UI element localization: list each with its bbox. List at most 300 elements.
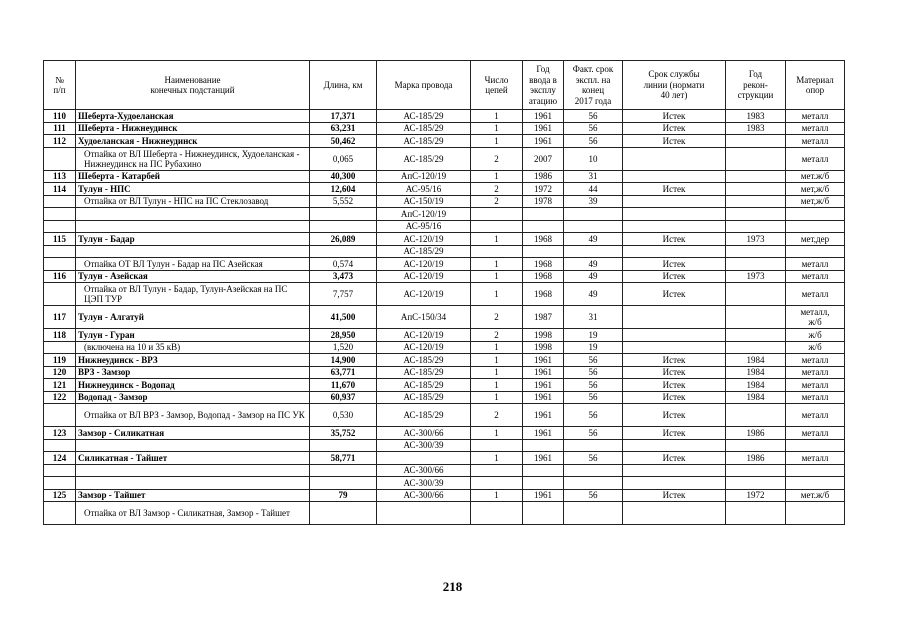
reconstruction-year-cell (726, 477, 786, 490)
reconstruction-year-cell: 1986 (726, 427, 786, 440)
actual-age-cell: 31 (564, 170, 623, 183)
circuits-cell: 1 (471, 354, 523, 367)
line-name-cell (76, 439, 310, 452)
length-cell: 58,771 (310, 452, 377, 465)
material-cell: металл (786, 122, 845, 135)
length-cell: 0,574 (310, 258, 377, 271)
row-num-cell: 117 (44, 306, 76, 329)
line-name-cell: Худоеланская - Нижнеудинск (76, 135, 310, 148)
circuits-cell: 2 (471, 306, 523, 329)
reconstruction-year-cell (726, 208, 786, 221)
year-cell: 1961 (523, 427, 564, 440)
wire-brand-cell: АС-300/39 (377, 439, 471, 452)
reconstruction-year-cell (726, 329, 786, 342)
row-num-cell: 118 (44, 329, 76, 342)
table-row (44, 233, 845, 246)
reconstruction-year-cell (726, 220, 786, 233)
material-cell (786, 502, 845, 525)
reconstruction-year-cell: 1984 (726, 391, 786, 404)
table-row (44, 329, 845, 342)
year-cell: 1968 (523, 270, 564, 283)
service-life-cell (623, 220, 726, 233)
service-life-cell (623, 208, 726, 221)
circuits-cell: 2 (471, 404, 523, 427)
header-circuits: Число цепей (471, 61, 523, 110)
material-cell: металл (786, 283, 845, 306)
line-name-cell: Замзор - Силикатная (76, 427, 310, 440)
year-cell (523, 220, 564, 233)
year-cell: 1986 (523, 170, 564, 183)
length-cell: 26,089 (310, 233, 377, 246)
line-name-cell: Тулун - Гуран (76, 329, 310, 342)
material-cell: металл (786, 452, 845, 465)
row-num-cell: 125 (44, 489, 76, 502)
year-cell (523, 464, 564, 477)
table-row (44, 110, 845, 123)
length-cell: 0,530 (310, 404, 377, 427)
header-year: Год ввода в эксплу атацию (523, 61, 564, 110)
material-cell: металл (786, 427, 845, 440)
circuits-cell (471, 245, 523, 258)
reconstruction-year-cell: 1984 (726, 379, 786, 392)
length-cell: 35,752 (310, 427, 377, 440)
length-cell: 79 (310, 489, 377, 502)
length-cell: 7,757 (310, 283, 377, 306)
line-name-cell: Шеберта - Катарбей (76, 170, 310, 183)
reconstruction-year-cell (726, 502, 786, 525)
material-cell: мет,ж/б (786, 183, 845, 196)
row-num-cell (44, 208, 76, 221)
circuits-cell: 1 (471, 379, 523, 392)
circuits-cell: 1 (471, 270, 523, 283)
year-cell: 1961 (523, 366, 564, 379)
reconstruction-year-cell (726, 245, 786, 258)
row-num-cell (44, 502, 76, 525)
reconstruction-year-cell: 1986 (726, 452, 786, 465)
table-row (44, 306, 845, 329)
row-num-cell (44, 283, 76, 306)
year-cell: 1978 (523, 195, 564, 208)
actual-age-cell: 49 (564, 233, 623, 246)
material-cell: металл (786, 147, 845, 170)
line-name-cell: Водопад - Замзор (76, 391, 310, 404)
line-name-cell (76, 208, 310, 221)
header-recon: Год рекон- струкции (726, 61, 786, 110)
line-name-cell: Силикатная - Тайшет (76, 452, 310, 465)
circuits-cell: 2 (471, 195, 523, 208)
table-row (44, 220, 845, 233)
circuits-cell (471, 464, 523, 477)
actual-age-cell (564, 439, 623, 452)
header-material: Материал опор (786, 61, 845, 110)
actual-age-cell: 56 (564, 122, 623, 135)
length-cell: 17,371 (310, 110, 377, 123)
material-cell: металл (786, 391, 845, 404)
actual-age-cell: 56 (564, 135, 623, 148)
actual-age-cell (564, 477, 623, 490)
line-name-cell (76, 220, 310, 233)
circuits-cell: 2 (471, 183, 523, 196)
actual-age-cell: 19 (564, 329, 623, 342)
line-name-cell: Отпайка от ВЛ Тулун - НПС на ПС Стеклозавод (76, 195, 310, 208)
reconstruction-year-cell (726, 341, 786, 354)
row-num-cell: 115 (44, 233, 76, 246)
line-name-cell (76, 245, 310, 258)
year-cell: 1998 (523, 329, 564, 342)
table-row (44, 477, 845, 490)
length-cell: 5,552 (310, 195, 377, 208)
circuits-cell: 1 (471, 110, 523, 123)
circuits-cell: 1 (471, 489, 523, 502)
header-row (44, 61, 845, 110)
reconstruction-year-cell: 1983 (726, 110, 786, 123)
service-life-cell: Истек (623, 354, 726, 367)
wire-brand-cell: АпС-120/19 (377, 170, 471, 183)
material-cell (786, 477, 845, 490)
actual-age-cell: 10 (564, 147, 623, 170)
wire-brand-cell: АпС-150/34 (377, 306, 471, 329)
material-cell: металл (786, 404, 845, 427)
circuits-cell (471, 220, 523, 233)
actual-age-cell: 56 (564, 489, 623, 502)
row-num-cell (44, 195, 76, 208)
length-cell: 40,300 (310, 170, 377, 183)
table-row (44, 391, 845, 404)
circuits-cell (471, 439, 523, 452)
service-life-cell (623, 306, 726, 329)
actual-age-cell: 49 (564, 270, 623, 283)
table-row (44, 439, 845, 452)
year-cell (523, 439, 564, 452)
length-cell (310, 502, 377, 525)
length-cell: 3,473 (310, 270, 377, 283)
material-cell (786, 439, 845, 452)
service-life-cell: Истек (623, 233, 726, 246)
year-cell (523, 502, 564, 525)
header-service: Срок службы линии (нормати 40 лет) (623, 61, 726, 110)
header-actual: Факт. срок экспл. на конец 2017 года (564, 61, 623, 110)
table-row (44, 208, 845, 221)
table-row (44, 195, 845, 208)
circuits-cell: 1 (471, 452, 523, 465)
row-num-cell: 114 (44, 183, 76, 196)
circuits-cell: 1 (471, 341, 523, 354)
circuits-cell: 2 (471, 329, 523, 342)
year-cell (523, 477, 564, 490)
service-life-cell: Истек (623, 283, 726, 306)
material-cell: металл (786, 366, 845, 379)
line-name-cell: Тулун - Алгатуй (76, 306, 310, 329)
row-num-cell: 111 (44, 122, 76, 135)
material-cell: металл (786, 354, 845, 367)
table-row (44, 404, 845, 427)
material-cell: мет,дер (786, 233, 845, 246)
year-cell (523, 245, 564, 258)
year-cell: 1961 (523, 404, 564, 427)
table-row (44, 183, 845, 196)
length-cell: 1,520 (310, 341, 377, 354)
page-number: 218 (442, 579, 463, 594)
line-name-cell: Тулун - Азейская (76, 270, 310, 283)
row-num-cell (44, 464, 76, 477)
material-cell: металл (786, 110, 845, 123)
length-cell: 12,604 (310, 183, 377, 196)
reconstruction-year-cell: 1973 (726, 233, 786, 246)
year-cell: 1968 (523, 258, 564, 271)
actual-age-cell (564, 208, 623, 221)
material-cell (786, 245, 845, 258)
service-life-cell: Истек (623, 135, 726, 148)
year-cell: 1961 (523, 110, 564, 123)
year-cell: 1972 (523, 183, 564, 196)
line-name-cell: Отпайка от ВЛ Замзор - Силикатная, Замзор - Тайшет (76, 502, 310, 525)
row-num-cell: 120 (44, 366, 76, 379)
year-cell: 1968 (523, 233, 564, 246)
length-cell: 14,900 (310, 354, 377, 367)
row-num-cell: 124 (44, 452, 76, 465)
length-cell (310, 464, 377, 477)
length-cell: 63,771 (310, 366, 377, 379)
service-life-cell: Истек (623, 489, 726, 502)
material-cell: металл (786, 258, 845, 271)
length-cell (310, 220, 377, 233)
wire-brand-cell: АС-185/29 (377, 379, 471, 392)
power-lines-table (43, 60, 845, 525)
reconstruction-year-cell (726, 183, 786, 196)
material-cell: металл (786, 379, 845, 392)
actual-age-cell: 56 (564, 404, 623, 427)
material-cell: ж/б (786, 341, 845, 354)
service-life-cell: Истек (623, 404, 726, 427)
table-row (44, 135, 845, 148)
service-life-cell (623, 195, 726, 208)
reconstruction-year-cell: 1984 (726, 354, 786, 367)
service-life-cell: Истек (623, 452, 726, 465)
row-num-cell: 122 (44, 391, 76, 404)
length-cell: 60,937 (310, 391, 377, 404)
length-cell: 50,462 (310, 135, 377, 148)
wire-brand-cell: АС-185/29 (377, 147, 471, 170)
circuits-cell: 1 (471, 427, 523, 440)
table-row (44, 452, 845, 465)
wire-brand-cell: АС-120/19 (377, 258, 471, 271)
year-cell: 1961 (523, 452, 564, 465)
wire-brand-cell: АС-185/29 (377, 110, 471, 123)
material-cell (786, 464, 845, 477)
year-cell: 1961 (523, 391, 564, 404)
material-cell: металл (786, 270, 845, 283)
length-cell (310, 245, 377, 258)
length-cell (310, 439, 377, 452)
table-body (44, 110, 845, 525)
wire-brand-cell: АС-300/66 (377, 489, 471, 502)
service-life-cell: Истек (623, 427, 726, 440)
wire-brand-cell: АС-120/19 (377, 270, 471, 283)
material-cell: мет.ж/б (786, 489, 845, 502)
row-num-cell: 112 (44, 135, 76, 148)
wire-brand-cell: АС-300/39 (377, 477, 471, 490)
line-name-cell: Отпайка от ВЛ Тулун - Бадар, Тулун-Азейская на ПС ЦЭП ТУР (76, 283, 310, 306)
material-cell: мет,ж/б (786, 195, 845, 208)
line-name-cell: Тулун - НПС (76, 183, 310, 196)
table-row (44, 366, 845, 379)
service-life-cell (623, 245, 726, 258)
line-name-cell: Отпайка от ВЛ ВРЗ - Замзор, Водопад - Замзор на ПС УК (76, 404, 310, 427)
length-cell (310, 208, 377, 221)
wire-brand-cell: АС-185/29 (377, 122, 471, 135)
wire-brand-cell: АС-150/19 (377, 195, 471, 208)
line-name-cell: Отпайка от ВЛ Шеберта - Нижнеудинск, Худоеланская - Нижнеудинск на ПС Рубахино (76, 147, 310, 170)
actual-age-cell: 56 (564, 354, 623, 367)
year-cell: 2007 (523, 147, 564, 170)
table-row (44, 245, 845, 258)
service-life-cell (623, 341, 726, 354)
service-life-cell: Истек (623, 366, 726, 379)
line-name-cell: Нижнеудинск - Водопад (76, 379, 310, 392)
wire-brand-cell: АС-185/29 (377, 391, 471, 404)
material-cell (786, 220, 845, 233)
table-row (44, 170, 845, 183)
reconstruction-year-cell (726, 170, 786, 183)
table-row (44, 147, 845, 170)
year-cell: 1961 (523, 489, 564, 502)
year-cell: 1998 (523, 341, 564, 354)
reconstruction-year-cell (726, 439, 786, 452)
material-cell: мет.ж/б (786, 170, 845, 183)
table-row (44, 379, 845, 392)
actual-age-cell (564, 502, 623, 525)
wire-brand-cell: АС-95/16 (377, 220, 471, 233)
row-num-cell: 119 (44, 354, 76, 367)
service-life-cell: Истек (623, 379, 726, 392)
year-cell: 1987 (523, 306, 564, 329)
material-cell: металл, ж/б (786, 306, 845, 329)
row-num-cell: 123 (44, 427, 76, 440)
table-row (44, 341, 845, 354)
actual-age-cell: 49 (564, 283, 623, 306)
row-num-cell: 121 (44, 379, 76, 392)
header-num: № п/п (44, 61, 76, 110)
service-life-cell (623, 147, 726, 170)
reconstruction-year-cell: 1972 (726, 489, 786, 502)
header-length: Длина, км (310, 61, 377, 110)
reconstruction-year-cell (726, 464, 786, 477)
circuits-cell: 1 (471, 233, 523, 246)
service-life-cell (623, 477, 726, 490)
actual-age-cell: 31 (564, 306, 623, 329)
reconstruction-year-cell (726, 283, 786, 306)
row-num-cell (44, 477, 76, 490)
wire-brand-cell: АС-120/19 (377, 329, 471, 342)
row-num-cell (44, 404, 76, 427)
service-life-cell: Истек (623, 258, 726, 271)
length-cell: 11,670 (310, 379, 377, 392)
wire-brand-cell: АС-185/29 (377, 404, 471, 427)
table-row (44, 502, 845, 525)
actual-age-cell: 56 (564, 379, 623, 392)
reconstruction-year-cell: 1973 (726, 270, 786, 283)
row-num-cell: 113 (44, 170, 76, 183)
row-num-cell: 116 (44, 270, 76, 283)
line-name-cell: Отпайка ОТ ВЛ Тулун - Бадар на ПС Азейская (76, 258, 310, 271)
table-row (44, 258, 845, 271)
service-life-cell (623, 439, 726, 452)
line-name-cell: Замзор - Тайшет (76, 489, 310, 502)
row-num-cell (44, 341, 76, 354)
reconstruction-year-cell (726, 195, 786, 208)
year-cell: 1961 (523, 135, 564, 148)
actual-age-cell: 56 (564, 110, 623, 123)
actual-age-cell: 39 (564, 195, 623, 208)
line-name-cell: Шеберта - Нижнеудинск (76, 122, 310, 135)
line-name-cell: Шеберта-Худоеланская (76, 110, 310, 123)
line-name-cell: ВРЗ - Замзор (76, 366, 310, 379)
row-num-cell (44, 245, 76, 258)
row-num-cell (44, 439, 76, 452)
reconstruction-year-cell (726, 404, 786, 427)
actual-age-cell (564, 220, 623, 233)
service-life-cell: Истек (623, 391, 726, 404)
wire-brand-cell: АС-185/29 (377, 366, 471, 379)
year-cell: 1961 (523, 379, 564, 392)
length-cell: 28,950 (310, 329, 377, 342)
circuits-cell: 1 (471, 391, 523, 404)
wire-brand-cell: АС-120/19 (377, 341, 471, 354)
table-row (44, 270, 845, 283)
actual-age-cell (564, 464, 623, 477)
row-num-cell (44, 220, 76, 233)
actual-age-cell: 44 (564, 183, 623, 196)
circuits-cell (471, 502, 523, 525)
table-row (44, 464, 845, 477)
wire-brand-cell: АпС-120/19 (377, 208, 471, 221)
wire-brand-cell: АС-300/66 (377, 427, 471, 440)
length-cell: 0,065 (310, 147, 377, 170)
service-life-cell (623, 502, 726, 525)
actual-age-cell: 49 (564, 258, 623, 271)
table-row (44, 489, 845, 502)
reconstruction-year-cell (726, 306, 786, 329)
actual-age-cell: 56 (564, 452, 623, 465)
service-life-cell: Истек (623, 270, 726, 283)
wire-brand-cell: АС-185/29 (377, 354, 471, 367)
actual-age-cell (564, 245, 623, 258)
year-cell: 1961 (523, 354, 564, 367)
reconstruction-year-cell (726, 135, 786, 148)
circuits-cell: 2 (471, 147, 523, 170)
material-cell: металл (786, 135, 845, 148)
reconstruction-year-cell (726, 147, 786, 170)
year-cell: 1961 (523, 122, 564, 135)
material-cell (786, 208, 845, 221)
wire-brand-cell: АС-95/16 (377, 183, 471, 196)
table-row (44, 283, 845, 306)
wire-brand-cell: АС-185/29 (377, 135, 471, 148)
table-row (44, 122, 845, 135)
material-cell: ж/б (786, 329, 845, 342)
wire-brand-cell (377, 452, 471, 465)
row-num-cell (44, 147, 76, 170)
header-name: Наименование конечных подстанций (76, 61, 310, 110)
service-life-cell (623, 170, 726, 183)
year-cell (523, 208, 564, 221)
wire-brand-cell: АС-120/19 (377, 283, 471, 306)
circuits-cell: 1 (471, 135, 523, 148)
circuits-cell (471, 208, 523, 221)
service-life-cell: Истек (623, 183, 726, 196)
line-name-cell: Тулун - Бадар (76, 233, 310, 246)
length-cell: 41,500 (310, 306, 377, 329)
